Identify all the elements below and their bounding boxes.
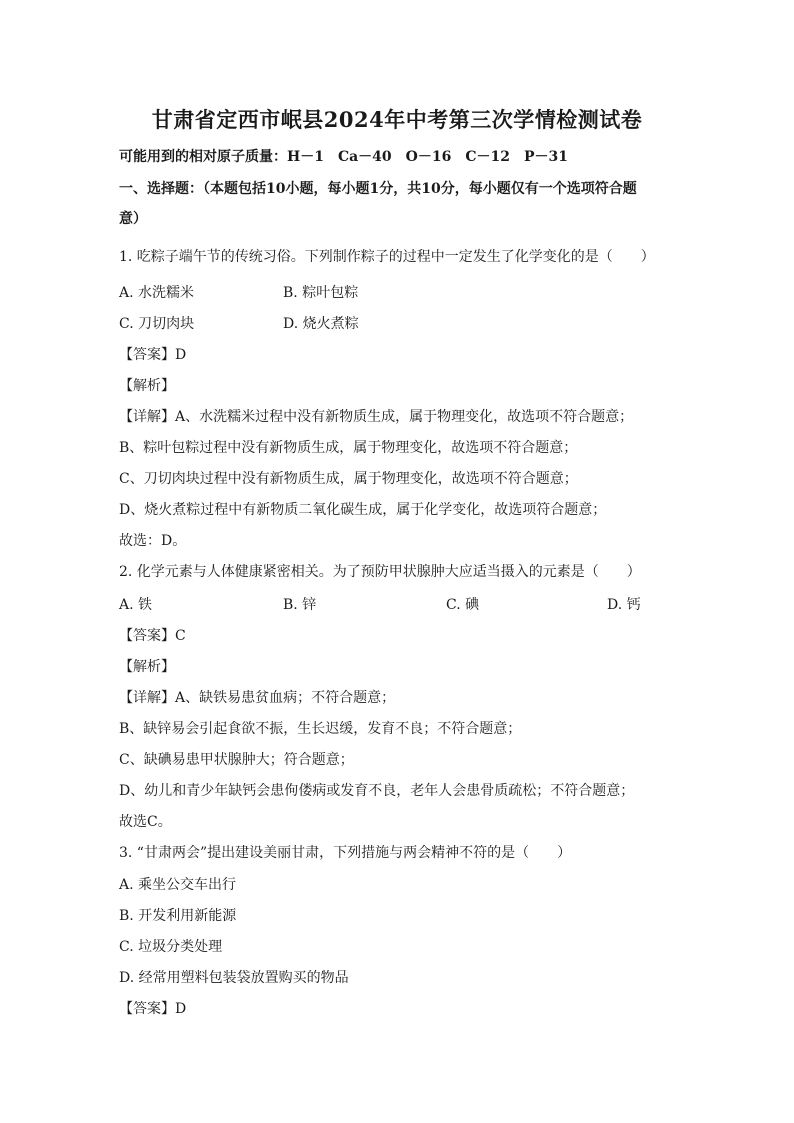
q1-analysis: 【解析】 <box>119 378 175 394</box>
question-3-stem: 3. “甘肃两会”提出建设美丽甘肃，下列措施与两会精神不符的是（ ） <box>119 845 572 861</box>
q2-answer: 【答案】C <box>119 628 186 644</box>
section-heading-cont: 意） <box>119 211 147 227</box>
q2-option-d: D. 钙 <box>607 597 641 613</box>
q1-option-c: C. 刀切肉块 <box>119 316 195 332</box>
q1-option-d: D. 烧火煮粽 <box>283 316 359 332</box>
section-heading: 一、选择题：（本题包括10小题，每小题1分，共10分，每小题仅有一个选项符合题 <box>119 181 637 197</box>
q2-detail: D、幼儿和青少年缺钙会患佝偻病或发育不良，老年人会患骨质疏松；不符合题意； <box>119 783 635 799</box>
exam-title: 甘肃省定西市岷县2024年中考第三次学情检测试卷 <box>151 107 643 132</box>
atomic-masses-line: 可能用到的相对原子质量：H－1 Ca－40 O－16 C－12 P－31 <box>119 149 568 165</box>
q1-detail: 【详解】A、水洗糯米过程中没有新物质生成，属于物理变化，故选项不符合题意； <box>119 409 634 425</box>
q3-option-c: C. 垃圾分类处理 <box>119 939 223 955</box>
q1-option-a: A. 水洗糯米 <box>119 285 195 301</box>
q2-option-c: C. 碘 <box>446 597 480 613</box>
q1-conclusion: 故选：D。 <box>119 533 187 549</box>
q1-detail: B、粽叶包粽过程中没有新物质生成，属于物理变化，故选项不符合题意； <box>119 440 578 456</box>
q2-analysis: 【解析】 <box>119 659 175 675</box>
q3-answer: 【答案】D <box>119 1001 187 1017</box>
q2-detail: C、缺碘易患甲状腺肿大；符合题意； <box>119 752 354 768</box>
q1-option-b: B. 粽叶包粽 <box>283 285 359 301</box>
q1-detail: D、烧火煮粽过程中有新物质二氧化碳生成，属于化学变化，故选项符合题意； <box>119 502 607 518</box>
question-2-stem: 2. 化学元素与人体健康紧密相关。为了预防甲状腺肿大应适当摄入的元素是（ ） <box>119 564 641 580</box>
q1-detail: C、刀切肉块过程中没有新物质生成，属于物理变化，故选项不符合题意； <box>119 471 578 487</box>
q3-option-a: A. 乘坐公交车出行 <box>119 877 237 893</box>
q3-option-d: D. 经常用塑料包装袋放置购买的物品 <box>119 970 349 986</box>
question-1-stem: 1. 吃粽子端午节的传统习俗。下列制作粽子的过程中一定发生了化学变化的是（ ） <box>119 249 655 265</box>
q1-answer: 【答案】D <box>119 347 187 363</box>
q2-option-b: B. 锌 <box>283 597 317 613</box>
q2-detail: 【详解】A、缺铁易患贫血病；不符合题意； <box>119 690 396 706</box>
q2-detail: B、缺锌易会引起食欲不振，生长迟缓，发育不良；不符合题意； <box>119 721 522 737</box>
q3-option-b: B. 开发利用新能源 <box>119 908 237 924</box>
q2-conclusion: 故选C。 <box>119 814 172 830</box>
q2-option-a: A. 铁 <box>119 597 153 613</box>
